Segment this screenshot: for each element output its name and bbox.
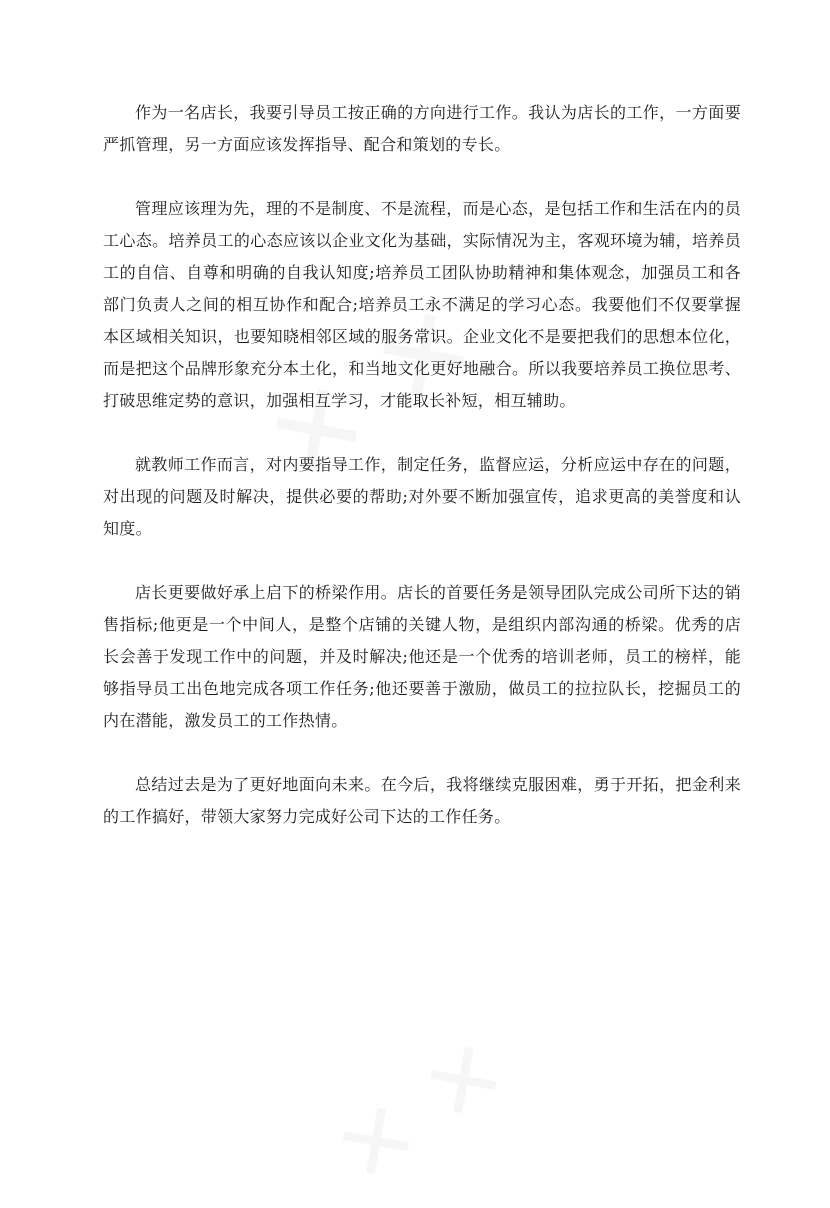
paragraph: 总结过去是为了更好地面向未来。在今后，我将继续克服困难，勇于开拓，把金利来的工作搞好，带领大家努力完成好公司下达的工作任务。	[103, 775, 741, 826]
watermark-graphic	[316, 1017, 525, 1207]
paragraph: 管理应该理为先，理的不是制度、不是流程，而是心态，是包括工作和生活在内的员工心态。培养员工的心态应该以企业文化为基础，实际情况为主，客观环境为辅，培养员工的自信、自尊和明确的自我认知度;培养员工团队协助精神和集体观念，加强员工和各部门负责人之间的相互协作和配合;培养员工永不满足的学习心态。我要他们不仅要掌握本区域相关知识，也要知晓相邻区域的服务常识。企业文化不是要把我们的思想本位化，而是把这个品牌形象充分本土化，和当地文化更好地融合。所以我要培养员工换位思考、打破思维定势的意识，加强相互学习，才能取长补短，相互辅助。	[103, 199, 741, 410]
document-body	[103, 97, 741, 865]
paragraph: 就教师工作而言，对内要指导工作，制定任务，监督应运，分析应运中存在的问题，对出现的问题及时解决，提供必要的帮助;对外要不断加强宣传，追求更高的美誉度和认知度。	[103, 455, 741, 538]
paragraph: 店长更要做好承上启下的桥梁作用。店长的首要任务是领导团队完成公司所下达的销售指标;他更是一个中间人，是整个店铺的关键人物，是组织内部沟通的桥梁。优秀的店长会善于发现工作中的问题，并及时解决;他还是一个优秀的培训老师，员工的榜样，能够指导员工出色地完成各项工作任务;他还要善于激励，做员工的拉拉队长，挖掘员工的内在潜能，激发员工的工作热情。	[103, 583, 741, 730]
paragraph: 作为一名店长，我要引导员工按正确的方向进行工作。我认为店长的工作，一方面要严抓管理，另一方面应该发挥指导、配合和策划的专长。	[103, 103, 741, 154]
